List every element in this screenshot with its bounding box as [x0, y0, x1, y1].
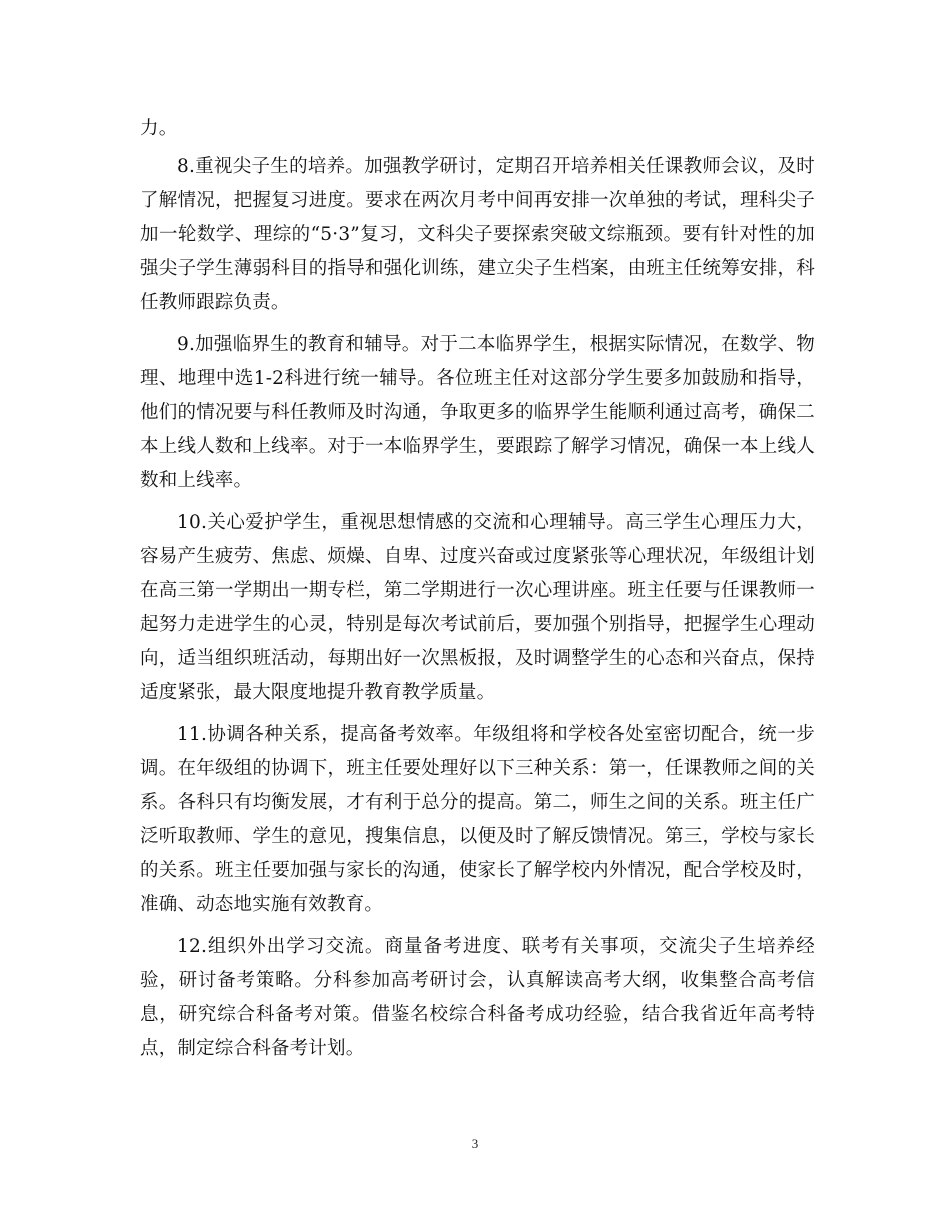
paragraph-item-12: 12.组织外出学习交流。商量备考进度、联考有关事项，交流尖子生培养经验，研讨备考策略。分科参加高考研讨会，认真解读高考大纲，收集整合高考信息，研究综合科备考对策。借鉴名校综合科备考成功经验，结合我省近年高考特点，制定综合科备考计划。	[140, 936, 815, 1059]
document-body	[140, 112, 815, 1074]
paragraph-item-8: 8.重视尖子生的培养。加强教学研讨，定期召开培养相关任课教师会议，及时了解情况，把握复习进度。要求在两次月考中间再安排一次单独的考试，理科尖子加一轮数学、理综的“5·3”复习，文科尖子要探索突破文综瓶颈。要有针对性的加强尖子学生薄弱科目的指导和强化训练，建立尖子生档案，由班主任统筹安排，科任教师跟踪负责。	[140, 156, 815, 313]
paragraph-item-10: 10.关心爱护学生，重视思想情感的交流和心理辅导。高三学生心理压力大，容易产生疲劳、焦虑、烦燥、自卑、过度兴奋或过度紧张等心理状况，年级组计划在高三第一学期出一期专栏，第二学期进行一次心理讲座。班主任要与任课教师一起努力走进学生的心灵，特别是每次考试前后，要加强个别指导，把握学生心理动向，适当组织班活动，每期出好一次黑板报，及时调整学生的心态和兴奋点，保持适度紧张，最大限度地提升教育教学质量。	[140, 512, 815, 703]
paragraph-item-9: 9.加强临界生的教育和辅导。对于二本临界学生，根据实际情况，在数学、物理、地理中选1-2科进行统一辅导。各位班主任对这部分学生要多加鼓励和指导，他们的情况要与科任教师及时沟通，争取更多的临界学生能顺利通过高考，确保二本上线人数和上线率。对于一本临界学生，要跟踪了解学习情况，确保一本上线人数和上线率。	[140, 334, 815, 491]
page-number: 3	[471, 1136, 479, 1151]
paragraph-item-11: 11.协调各种关系，提高备考效率。年级组将和学校各处室密切配合，统一步调。在年级组的协调下，班主任要处理好以下三种关系：第一，任课教师之间的关系。各科只有均衡发展，才有利于总分的提高。第二，师生之间的关系。班主任广泛听取教师、学生的意见，搜集信息，以便及时了解反馈情况。第三，学校与家长的关系。班主任要加强与家长的沟通，使家长了解学校内外情况，配合学校及时，准确、动态地实施有效教育。	[140, 724, 815, 915]
paragraph-continuation: 力。	[140, 118, 178, 139]
